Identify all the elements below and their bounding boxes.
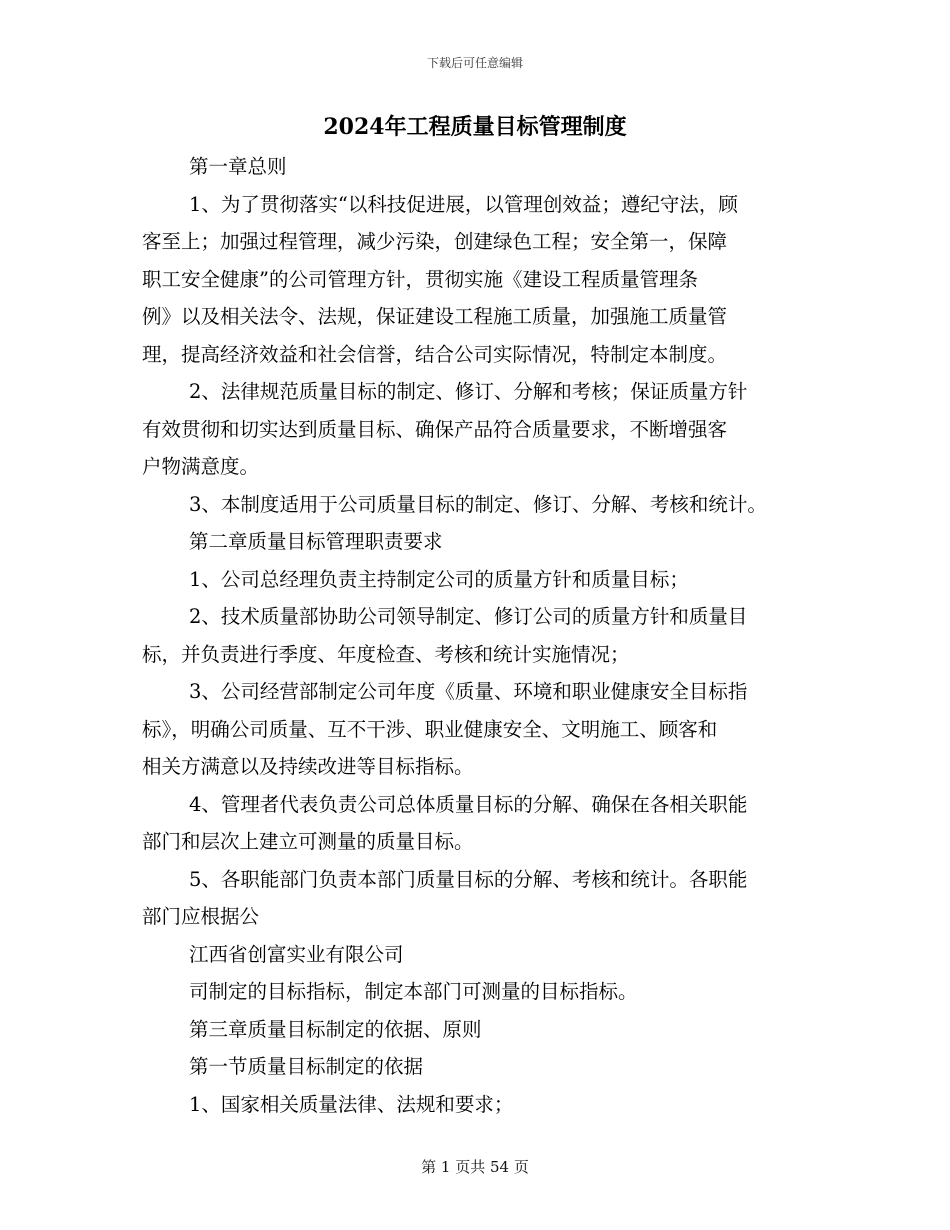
paragraph-line: 职工安全健康”的公司管理方针，贯彻实施《建设工程质量管理条	[142, 267, 698, 291]
paragraph-line: 标》，明确公司质量、互不干涉、职业健康安全、文明施工、顾客和	[142, 717, 718, 741]
company-name-line: 江西省创富实业有限公司	[189, 942, 404, 966]
document-body	[142, 148, 818, 1123]
paragraph-line: 例》以及相关法令、法规，保证建设工程施工质量，加强施工质量管	[142, 305, 728, 328]
paragraph-line: 理，提高经济效益和社会信誉，结合公司实际情况，特制定本制度。	[142, 342, 728, 366]
paragraph-line: 3、本制度适用于公司质量目标的制定、修订、分解、考核和统计。	[189, 492, 767, 516]
paragraph-line: 司制定的目标指标，制定本部门可测量的目标指标。	[189, 980, 638, 1003]
section-heading: 第一节质量目标制定的依据	[189, 1055, 424, 1078]
paragraph-line: 1、公司总经理负责主持制定公司的质量方针和质量目标；	[189, 567, 689, 591]
page-number-footer: 第 1 页共 54 页	[421, 1158, 529, 1176]
paragraph-line: 标，并负责进行季度、年度检查、考核和统计实施情况；	[142, 642, 630, 666]
paragraph-line: 部门应根据公	[142, 905, 260, 928]
chapter-heading: 第三章质量目标制定的依据、原则	[189, 1017, 482, 1041]
document-title: 2024年工程质量目标管理制度	[323, 114, 627, 140]
chapter-heading: 第二章质量目标管理职责要求	[189, 530, 443, 553]
paragraph-line: 3、公司经营部制定公司年度《质量、环境和职业健康安全目标指	[189, 680, 748, 703]
paragraph-line: 1、为了贯彻落实“以科技促进展，以管理创效益；遵纪守法，顾	[189, 192, 738, 216]
paragraph-line: 2、技术质量部协助公司领导制定、修订公司的质量方针和质量目	[189, 605, 748, 628]
header-note: 下载后可任意编辑	[426, 56, 523, 70]
paragraph-line: 户物满意度。	[142, 455, 260, 478]
paragraph-line: 5、各职能部门负责本部门质量目标的分解、考核和统计。各职能	[189, 867, 748, 891]
chapter-heading: 第一章总则	[189, 155, 287, 178]
paragraph-line: 部门和层次上建立可测量的质量目标。	[142, 830, 474, 853]
paragraph-line: 客至上；加强过程管理，减少污染，创建绿色工程；安全第一，保障	[142, 230, 728, 253]
paragraph-line: 1、国家相关质量法律、法规和要求；	[189, 1092, 514, 1116]
paragraph-line: 2、法律规范质量目标的制定、修订、分解和考核；保证质量方针	[189, 380, 748, 403]
paragraph-line: 有效贯彻和切实达到质量目标、确保产品符合质量要求，不断增强客	[142, 417, 728, 441]
paragraph-line: 相关方满意以及持续改进等目标指标。	[142, 755, 474, 778]
paragraph-line: 4、管理者代表负责公司总体质量目标的分解、确保在各相关职能	[189, 792, 748, 816]
